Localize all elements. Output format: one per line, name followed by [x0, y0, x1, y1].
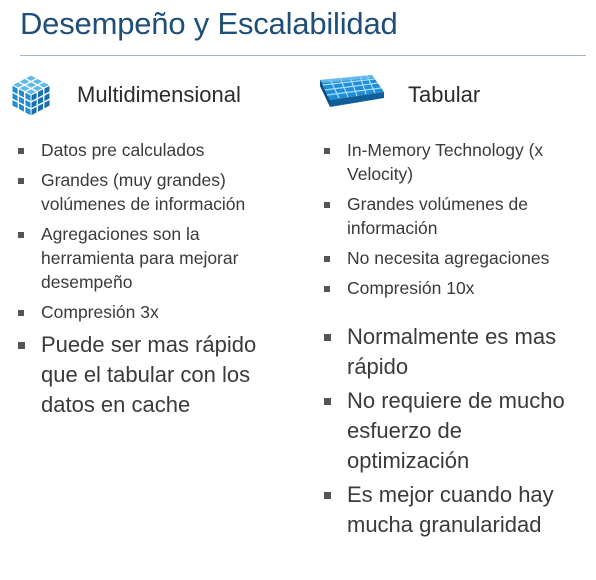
bullet-square-icon	[324, 334, 331, 341]
bullet-square-icon	[324, 286, 330, 292]
list-item: Grandes (muy grandes) volúmenes de información	[18, 168, 288, 216]
list-item: In-Memory Technology (x Velocity)	[324, 138, 590, 186]
list-item: Grandes volúmenes de información	[324, 192, 590, 240]
title-divider	[20, 55, 586, 56]
bullet-square-icon	[324, 202, 330, 208]
bullet-square-icon	[18, 342, 25, 349]
column-heading-tabular: Tabular	[408, 82, 481, 107]
bullet-square-icon	[324, 148, 330, 154]
table-grid-icon	[316, 72, 388, 118]
list-item: No necesita agregaciones	[324, 246, 590, 270]
column-header-multidimensional	[8, 70, 241, 120]
list-item: Agregaciones son la herramienta para mejorar desempeño	[18, 222, 288, 294]
list-item: Es mejor cuando hay mucha granularidad	[324, 480, 590, 540]
cube-icon	[8, 72, 54, 118]
list-item: Datos pre calculados	[18, 138, 288, 162]
list-item: Compresión 10x	[324, 276, 590, 300]
bullet-square-icon	[18, 232, 24, 238]
column-heading-multidimensional: Multidimensional	[77, 82, 241, 107]
list-item: Puede ser mas rápido que el tabular con los datos en cache	[18, 330, 288, 420]
slide-title: Desempeño y Escalabilidad	[20, 6, 398, 41]
list-item: No requiere de mucho esfuerzo de optimización	[324, 386, 590, 476]
bullet-list-multidimensional	[18, 138, 288, 424]
bullet-square-icon	[18, 178, 24, 184]
list-item: Normalmente es mas rápido	[324, 322, 590, 382]
bullet-square-icon	[324, 398, 331, 405]
bullet-list-tabular	[324, 138, 590, 544]
bullet-square-icon	[18, 148, 24, 154]
bullet-square-icon	[324, 256, 330, 262]
column-header-tabular	[316, 70, 480, 120]
bullet-square-icon	[18, 310, 24, 316]
bullet-square-icon	[324, 492, 331, 499]
list-item: Compresión 3x	[18, 300, 288, 324]
